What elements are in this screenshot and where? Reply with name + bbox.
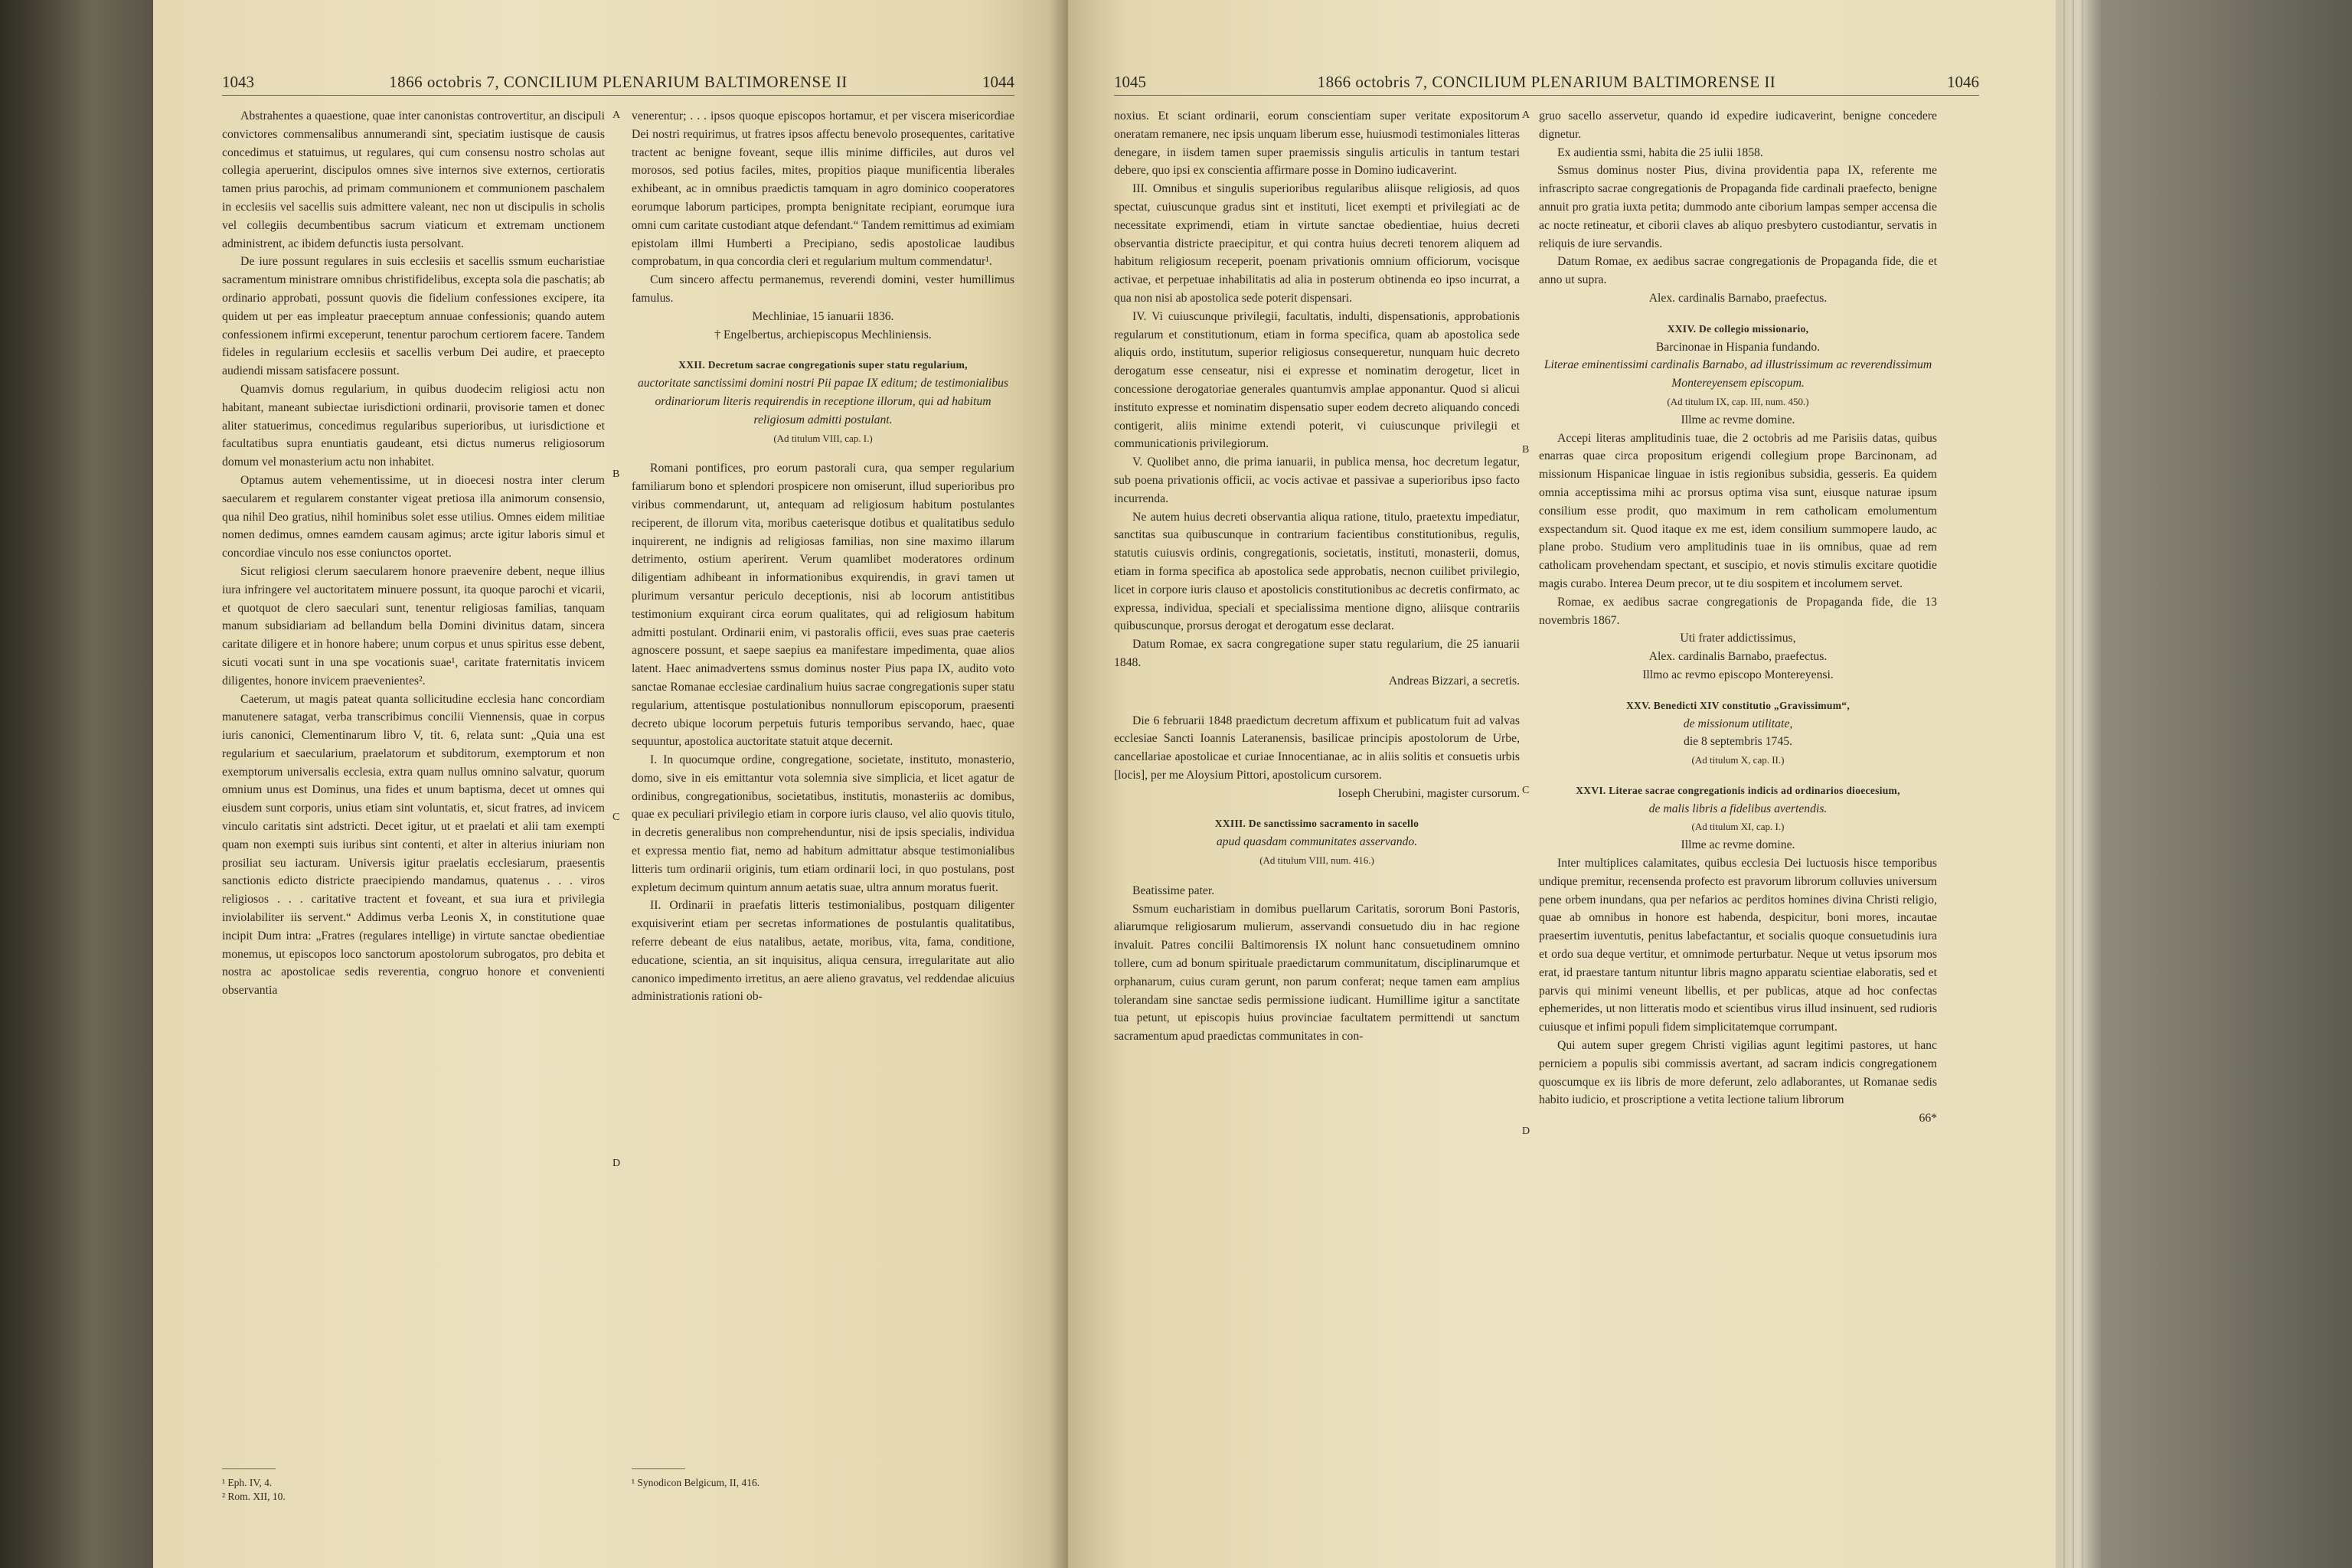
salutation: Beatissime pater. <box>1132 884 1215 897</box>
margin-letter: A <box>612 109 621 121</box>
right-column-2 <box>1539 107 1937 1128</box>
paragraph: Quamvis domus regularium, in quibus duodecim religiosi actu non habitant, maneant subiectae iurisdictioni ordinarii, provisorie tamen et donec aliter statuerimus, concedimus regularibus superioribus, ut iurisdictione et facultatibus supra enuntiatis gaudeant, etsi dictus numerus religiosorum domum vel monasterium actu non inhabitet. <box>222 382 605 469</box>
margin-letter: C <box>1522 785 1530 796</box>
section-reference: (Ad titulum VIII, num. 416.) <box>1259 854 1374 867</box>
left-page-header <box>222 69 1014 92</box>
salutation: Illme ac revme domine. <box>1681 413 1795 426</box>
section-date: die 8 septembris 1745. <box>1683 735 1793 749</box>
paragraph: gruo sacello asservetur, quando id expedire iudicaverint, benigne concedere dignetur. <box>1539 109 1937 141</box>
section-subheading: Barcinonae in Hispania fundando. <box>1655 340 1821 354</box>
footnotes-col2 <box>632 1476 861 1490</box>
section-reference: (Ad titulum XI, cap. I.) <box>1691 821 1785 833</box>
signature-mark: 66* <box>1919 1112 1937 1125</box>
section-heading: XXII. Decretum sacrae congregationis super statu regularium, <box>678 359 968 371</box>
footnote-rule <box>632 1468 685 1469</box>
margin-letter: D <box>1522 1125 1530 1137</box>
paragraph: De iure possunt regulares in suis ecclesiis et sacellis ssmum eucharistiae sacramentum ministrare omnibus christifidelibus, excepta sola die paschatis; ab ordinario approbati, possunt quovis die fidelium confessiones excipere, ita quidem ut per eas impleatur praeceptum annuae confessionis; quando autem confessionem infirmi exceperunt, tenentur parochum certiorem facere. Tandem fideles in regularium ecclesiis et sacellis verbum Dei audire, et praecepto audiendi missam satisfacere possunt. <box>222 255 605 378</box>
running-title: 1866 octobris 7, CONCILIUM PLENARIUM BALTIMORENSE II <box>389 73 848 91</box>
section-reference: (Ad titulum X, cap. II.) <box>1691 754 1785 766</box>
dateline: Mechliniae, 15 ianuarii 1836. <box>752 309 894 323</box>
salutation: Illme ac revme domine. <box>1681 838 1795 852</box>
paragraph: venerentur; . . . ipsos quoque episcopos hortamur, et per viscera misericordiae Dei nostri requirimus, ut fratres ipsos affectu benevolo prosequentes, caritative tractent ac benigne foveant, seque illis minime difficiles, aut duros vel morosos, sed potius faciles, mites, propitios piaque munificentia liberales exhibeant, ac in omnibus praedictis tamquam in agro dominico cooperatores eorumque laborum participes, prompta benignitate recipiant, eorumque iura omni cum caritate custodiant atque defendant.“ Tandem remittimus ad eximiam epistolam illmi Humberti a Precipiano, sedis apostolicae laudibus comprobatum, in qua concordia cleri et regularium multum commendatur¹. <box>632 109 1014 269</box>
paragraph: Die 6 februarii 1848 praedictum decretum affixum et publicatum fuit ad valvas ecclesiae Sancti Ioannis Lateranensis, basilicae principis apostolorum de Urbe, cancellariae apostolicae et curiae Innocentianae, ac in aliis solitis et consuetis urbis [locis], per me Aloysium Pittori, apostolicum cursorem. <box>1114 714 1520 782</box>
signature: † Engelbertus, archiepiscopus Mechliniensis. <box>714 328 932 341</box>
paragraph: Qui autem super gregem Christi vigilias agunt legitimi pastores, ut hanc perniciem a populis sibi commissis avertant, ad sacram indicis congregationem quoscumque ex iis libris de more deferunt, zelo adlaborantes, ut Romanae sedis habito iudicio, et proscriptione a vetita lectione talium librorum <box>1539 1039 1937 1107</box>
section-subtitle: Literae eminentissimi cardinalis Barnabo, ad illustrissimum ac reverendissimum Montereyensem episcopum. <box>1544 358 1932 390</box>
page-number: 1045 <box>1114 73 1146 91</box>
paragraph: Datum Romae, ex aedibus sacrae congregationis de Propaganda fide, die et anno ut supra. <box>1539 255 1937 287</box>
paragraph: I. In quocumque ordine, congregatione, societate, instituto, monasterio, domo, sive in eis emittantur vota solemnia sive simplicia, et licet agatur de ordinibus, congregationibus, societatibus, institutis, monasteriis ac domibus, quae ex peculiari privilegio etiam in corpore iuris clauso, vel alio quovis titulo, in decretis generalibus non comprehenduntur, nisi de ipsis specialis, individua et expressa mentio fiat, nemo ad habitum admittatur absque testimonialibus litteris tum ordinarii originis, tum etiam ordinarii loci, in quo postulans, post expletum decimum quintum annum aetatis suae, ultra annum moratus fuerit. <box>632 753 1014 894</box>
footnote: ¹ Synodicon Belgicum, II, 416. <box>632 1477 760 1488</box>
margin-letter: A <box>1522 109 1530 121</box>
header-rule <box>1114 95 1979 96</box>
header-rule <box>222 95 1014 96</box>
left-column-2 <box>632 107 1014 1006</box>
paragraph: Romani pontifices, pro eorum pastorali cura, qua semper regularium familiarum bono et splendori prospicere non omiserunt, illud superioribus pro viribus commendarunt, ut, antequam ad religiosum habitum postulantes reciperent, de illorum vita, moribus caeterisque dotibus et qualitatibus sedulo inquirerent, ne indignis ad religiosas familias, non sine maximo illarum detrimento, ostium aperirent. Verum quamlibet moderatores ordinum diligentiam adhibeant in informationibus exquirendis, in gravi tamen ut plurimum versantur periculo deceptionis, nisi ab locorum antistitibus testimonium exquirant circa eorum qualitates, qui ad religiosum habitum admitti postulant. Ordinarii enim, vi pastoralis officii, eves suas prae caeteris agnoscere possunt, et saepe saepius ea manifestare impedimenta, quae alios latent. Haec animadvertens ssmus dominus noster Pius papa IX, audito voto sanctae Romanae ecclesiae cardinalium huius sacrae congregationis super statu regularium, attentisque postulationibus nonnullorum episcoporum, praesenti decreto ubique locorum perpetuis futuris temporibus servando, haec, quae sequuntur, apostolica auctoritate statuit atque decernit. <box>632 462 1014 749</box>
section-heading: XXV. Benedicti XIV constitutio „Gravissimum“, <box>1625 699 1850 711</box>
addressee: Illmo ac revmo episcopo Montereyensi. <box>1642 668 1834 681</box>
paragraph: Caeterum, ut magis pateat quanta sollicitudine ecclesia hanc concordiam manutenere satagat, verba transcribimus concilii Viennensis, quae in corpus iuris canonici, Clementinarum libro V, tit. 6, relata sunt: „Quia una est regularium et saecularium, praelatorum et subditorum, exemptorum et non exemptorum universalis ecclesia, extra quam nullus omnino salvatur, quorum omnium unus est Dominus, una fides et unum baptisma, decet ut omnes qui eiusdem sunt corporis, unius etiam sint voluntatis, et, sicut fratres, ad invicem vinculo caritatis sint adstricti. Decet igitur, ut et praelati et alii tam exempti quam non exempti suis iuribus sint contenti, et alter in alterius iniuriam non prosiliat seu iacturam. Universis igitur praelatis ecclesiarum, praesentis sanctionis edicto districte praecipiendo mandamus, quatenus . . . viros religiosos . . . caritative tractent et foveant, et sua iura et privilegia inviolabiliter iis servent.“ Addimus verba Leonis X, in constitutione quae incipit Dum intra: „Fratres (regulares intellige) in virtute sanctae obedientiae monemus, ut episcopos loco sanctorum apostolorum subrogatos, pro debita et nostra ac apostolicae sedis reverentia, congruo honore et convenienti observantia <box>222 692 605 998</box>
page-edge-line <box>2082 0 2083 1568</box>
paragraph: III. Omnibus et singulis superioribus regularibus aliisque religiosis, ad quos spectat, cuiuscunque gradus sint et instituti, licet exempti et privilegiati ac de necessitate exprimendi, etiam in virtute sanctae obedientiae, huius decreti observantia districte praecipitur, et qui contra huius decreti tenorem aliquem ad habitum religiosum receperit, poenam privationis omnium officiorum, vocisque activae, et perpetuae inhabilitatis ad alia in posterum obtinenda eo ipso incurrat, a qua non nisi ab apostolica sede poterit dispensari. <box>1114 182 1520 305</box>
paragraph: Accepi literas amplitudinis tuae, die 2 octobris ad me Parisiis datas, quibus enarras quae circa propositum erigendi collegium prope Barcinonam, ad missionum Hispanicae linguae in istis regionibus subsidia, gesseris. Ea quidem omnia acceptissima mihi ac prorsus optima visa sunt, eiusque naturae ipsum consilium esse prodit, quo maximum in rem catholicam emolumentum exspectandum sit. Quod itaque ex me est, idem consilium summopere laudo, ac plane probo. Studium vero amplitudinis tuae in iis omnibus, quae ad rem catholicam provehendam spectant, et suscipio, et novis stimulis excitare quotidie magis curabo. Interea Deum precor, ut te diu sospitem et incolumem servet. <box>1539 431 1937 590</box>
margin-letter: B <box>612 469 620 480</box>
paragraph: Cum sincero affectu permanemus, reverendi domini, vester humillimus famulus. <box>632 273 1014 305</box>
footnote: ² Rom. XII, 10. <box>222 1491 286 1502</box>
page-edge-line <box>2063 0 2065 1568</box>
section-subtitle: de missionum utilitate, <box>1683 717 1793 730</box>
paragraph: Abstrahentes a quaestione, quae inter canonistas controvertitur, an discipuli convictores commensalibus annumerandi sint, speciatim iustisque de causis concedimus et statuimus, ut regulares, qui cum consensu nostro scholas aut collegia aperuerint, discipulos omnes sive internos sive externos, certioratis tamen prius parochis, ad primam communionem et communionem paschalem in ecclesiis vel sacellis suis admittere valeant, nec non ut discipulis in scholis vel collegiis decumbentibus sacrum viaticum et extremam unctionem administrent, ac ibidem defunctis iusta persolvant. <box>222 109 605 250</box>
paragraph: noxius. Et sciant ordinarii, eorum conscientiam super veritate expositorum oneratam remanere, nec ipsis unquam liberum esse, huiusmodi testimoniales litteras denegare, in iisdem tamen super praemissis singulis articulis in tantum testari debere, quo ipsi ex conscientia affirmare posse in Domino iudicaverint. <box>1114 109 1520 178</box>
running-title: 1866 octobris 7, CONCILIUM PLENARIUM BALTIMORENSE II <box>1317 73 1776 91</box>
paragraph: V. Quolibet anno, die prima ianuarii, in publica mensa, hoc decretum legatur, sub poena privationis officii, ac vocis activae et passivae a superioribus ipso facto incurrenda. <box>1114 456 1520 505</box>
page-number: 1044 <box>982 73 1014 91</box>
paragraph: Optamus autem vehementissime, ut in dioecesi nostra inter clerum saecularem et regularem constanter vigeat pretiosa illa animorum consensio, qua nihil Deo gratius, nihil hominibus solet esse utilius. Omnes eidem militiae nomen dedimus, omnes eamdem causam agimus; arcte igitur laboris simul et concordiae vinculo nos esse coniunctos oportet. <box>222 473 605 560</box>
paragraph: Ssmum eucharistiam in domibus puellarum Caritatis, sororum Boni Pastoris, aliarumque religiosarum mulierum, asservandi consuetudo diu in hac regione invaluit. Patres concilii Baltimorensis IX nolunt hanc consuetudinem omnino tollere, cum ad bonum spirituale praedictarum communitatum, disciplinarumque et orphanarum, cuius curam gerunt, non parum conferat; neque tamen eam amplius tolerandam sine sanctae sedis permissione iudicant. Humillime igitur a sanctitate tua petunt, ut episcopis huius provinciae facultatem permittendi ut sanctum sacramentum apud praedictas communitates in con- <box>1114 902 1520 1044</box>
section-heading: XXIII. De sanctissimo sacramento in sacello <box>1214 818 1419 830</box>
margin-letter: C <box>612 812 620 823</box>
left-column-1 <box>222 107 605 1000</box>
closing: Uti frater addictissimus, <box>1680 632 1796 645</box>
footnote: ¹ Eph. IV, 4. <box>222 1477 273 1488</box>
paragraph: Inter multiplices calamitates, quibus ecclesia Dei luctuosis hisce temporibus undique premitur, recensenda profecto est pravorum librorum colluvies universum pene orbem inundans, qua per nefarios ac perditos homines divina Christi religio, quae ab omnibus in honore est habenda, despicitur, boni mores, incautae praesertim iuventutis, penitus labefactantur, et socialis quoque consuetudinis iura et ordo sua deque vertitur, et omnimode perturbatur. Neque ut vetus ipsorum mos erat, id praestare tantum nituntur libris magno apparatu scientiae elaboratis, sed et parvis qui minimi veneunt libellis, et per publicas, atque ad hoc confectas ephemerides, ut non litteratis modo et scientibus virus illud insinuent, sed rudioris cuiusque et infimi populi fidem simplicitatemque corrumpant. <box>1539 857 1937 1034</box>
section-heading: XXVI. Literae sacrae congregationis indicis ad ordinarios dioecesium, <box>1576 784 1900 796</box>
left-page <box>153 0 1068 1568</box>
right-page <box>1068 0 2056 1568</box>
page-number: 1043 <box>222 73 254 91</box>
footnote-rule <box>222 1468 276 1469</box>
paragraph: IV. Vi cuiuscunque privilegii, facultatis, indulti, dispensationis, approbationis regularum et constitutionum, etiam in forma specifica, quam ab apostolica sede aliquis ordo, institutum, superior religiosus consequeretur, nunquam huic decreto derogatum esse censeatur, nisi ei expresse et nominatim derogetur, licet in concessione derogatoriae generales quantumvis amplae apponantur. Quod si alicui instituto expresse et nominatim dispensatio super eodem decreto aliquando concedi contigerit, aliis minime extendi poterit, vi cuiuscunque privilegii et communicationis privilegiorum. <box>1114 309 1520 451</box>
signature: Alex. cardinalis Barnabo, praefectus. <box>1648 291 1828 305</box>
margin-letter: D <box>612 1158 621 1169</box>
page-edge-line <box>2073 0 2074 1568</box>
right-column-1 <box>1114 107 1520 1046</box>
paragraph: II. Ordinarii in praefatis litteris testimonialibus, postquam diligenter exquisiverint etiam per secretas informationes de postulantis qualitatibus, referre debeant de eius natalibus, aetate, moribus, vita, fama, conditione, educatione, scientia, an sit inquisitus, aliqua censura, irregularitate aut alio canonico impedimento irretitus, an aere alieno gravatus, vel reddendae alicuius administrationis rationi ob- <box>632 899 1014 1004</box>
margin-letter: B <box>1522 444 1530 456</box>
signature: Ioseph Cherubini, magister cursorum. <box>1338 786 1520 800</box>
right-page-header <box>1114 69 1979 92</box>
signature: Andreas Bizzari, a secretis. <box>1388 674 1520 688</box>
paragraph: Ssmus dominus noster Pius, divina providentia papa IX, referente me infrascripto sacrae congregationis de Propaganda fide cardinali praefecto, benigne annuit pro gratia iuxta petita; dummodo ante ciborium lampas semper accensa die ac nocte retineatur, et ciborii claves ab aliquo presbytero custodiantur, servatis in reliquis de iure servandis. <box>1539 164 1937 250</box>
paragraph: Ne autem huius decreti observantia aliqua ratione, titulo, praetextu impediatur, sanctitas sua quibuscunque in contrarium facientibus constitutionibus, regulis, statutis cuiusvis ordinis, congregationis, societatis, instituti, monasterii, domus, etiam in forma specifica ab apostolica sede approbatis, necnon cuilibet privilegio, licet in corpore iuris clauso et apostolicis constitutionibus ac decretis confirmato, ac expressa, individua, speciali et specialissima mentione digno, aliisque contrariis quibuscunque, prorsus derogat et derogatum esse declarat. <box>1114 510 1520 633</box>
section-heading: XXIV. De collegio missionario, <box>1667 322 1809 335</box>
section-subtitle: apud quasdam communitates asservando. <box>1216 835 1418 849</box>
page-edges <box>2056 0 2352 1568</box>
section-reference: (Ad titulum VIII, cap. I.) <box>773 432 873 444</box>
section-reference: (Ad titulum IX, cap. III, num. 450.) <box>1667 395 1809 407</box>
page-number: 1046 <box>1946 73 1979 91</box>
signature: Alex. cardinalis Barnabo, praefectus. <box>1648 650 1828 664</box>
footnotes-col1 <box>222 1476 452 1504</box>
paragraph: Datum Romae, ex sacra congregatione super statu regularium, die 25 ianuarii 1848. <box>1114 638 1520 669</box>
section-subtitle: de malis libris a fidelibus avertendis. <box>1648 802 1828 815</box>
paragraph: Ex audientia ssmi, habita die 25 iulii 1858. <box>1557 145 1763 159</box>
paragraph: Romae, ex aedibus sacrae congregationis de Propaganda fide, die 13 novembris 1867. <box>1539 595 1937 627</box>
section-subtitle: auctoritate sanctissimi domini nostri Pii papae IX editum; de testimonialibus ordinariorum literis requirendis in receptione illorum, qui ad habitum religiosum admitti postulant. <box>637 377 1009 426</box>
paragraph: Sicut religiosi clerum saecularem honore praevenire debent, neque illius iura infringere vel auctoritatem minuere possunt, ita quoque parochi et vicarii, et quotquot de clero saeculari sunt, tenentur religiosas familias, tanquam manum subsidiariam ad bellandum bella Domini divinitus datam, sincera caritate diligere et in honore habere; unum corpus et unus spiritus esse debent, sicuti vocati sunt in una spe vocationis suae¹, caritate fraternitatis invicem diligentes, honore invicem praevenientes². <box>222 564 605 688</box>
